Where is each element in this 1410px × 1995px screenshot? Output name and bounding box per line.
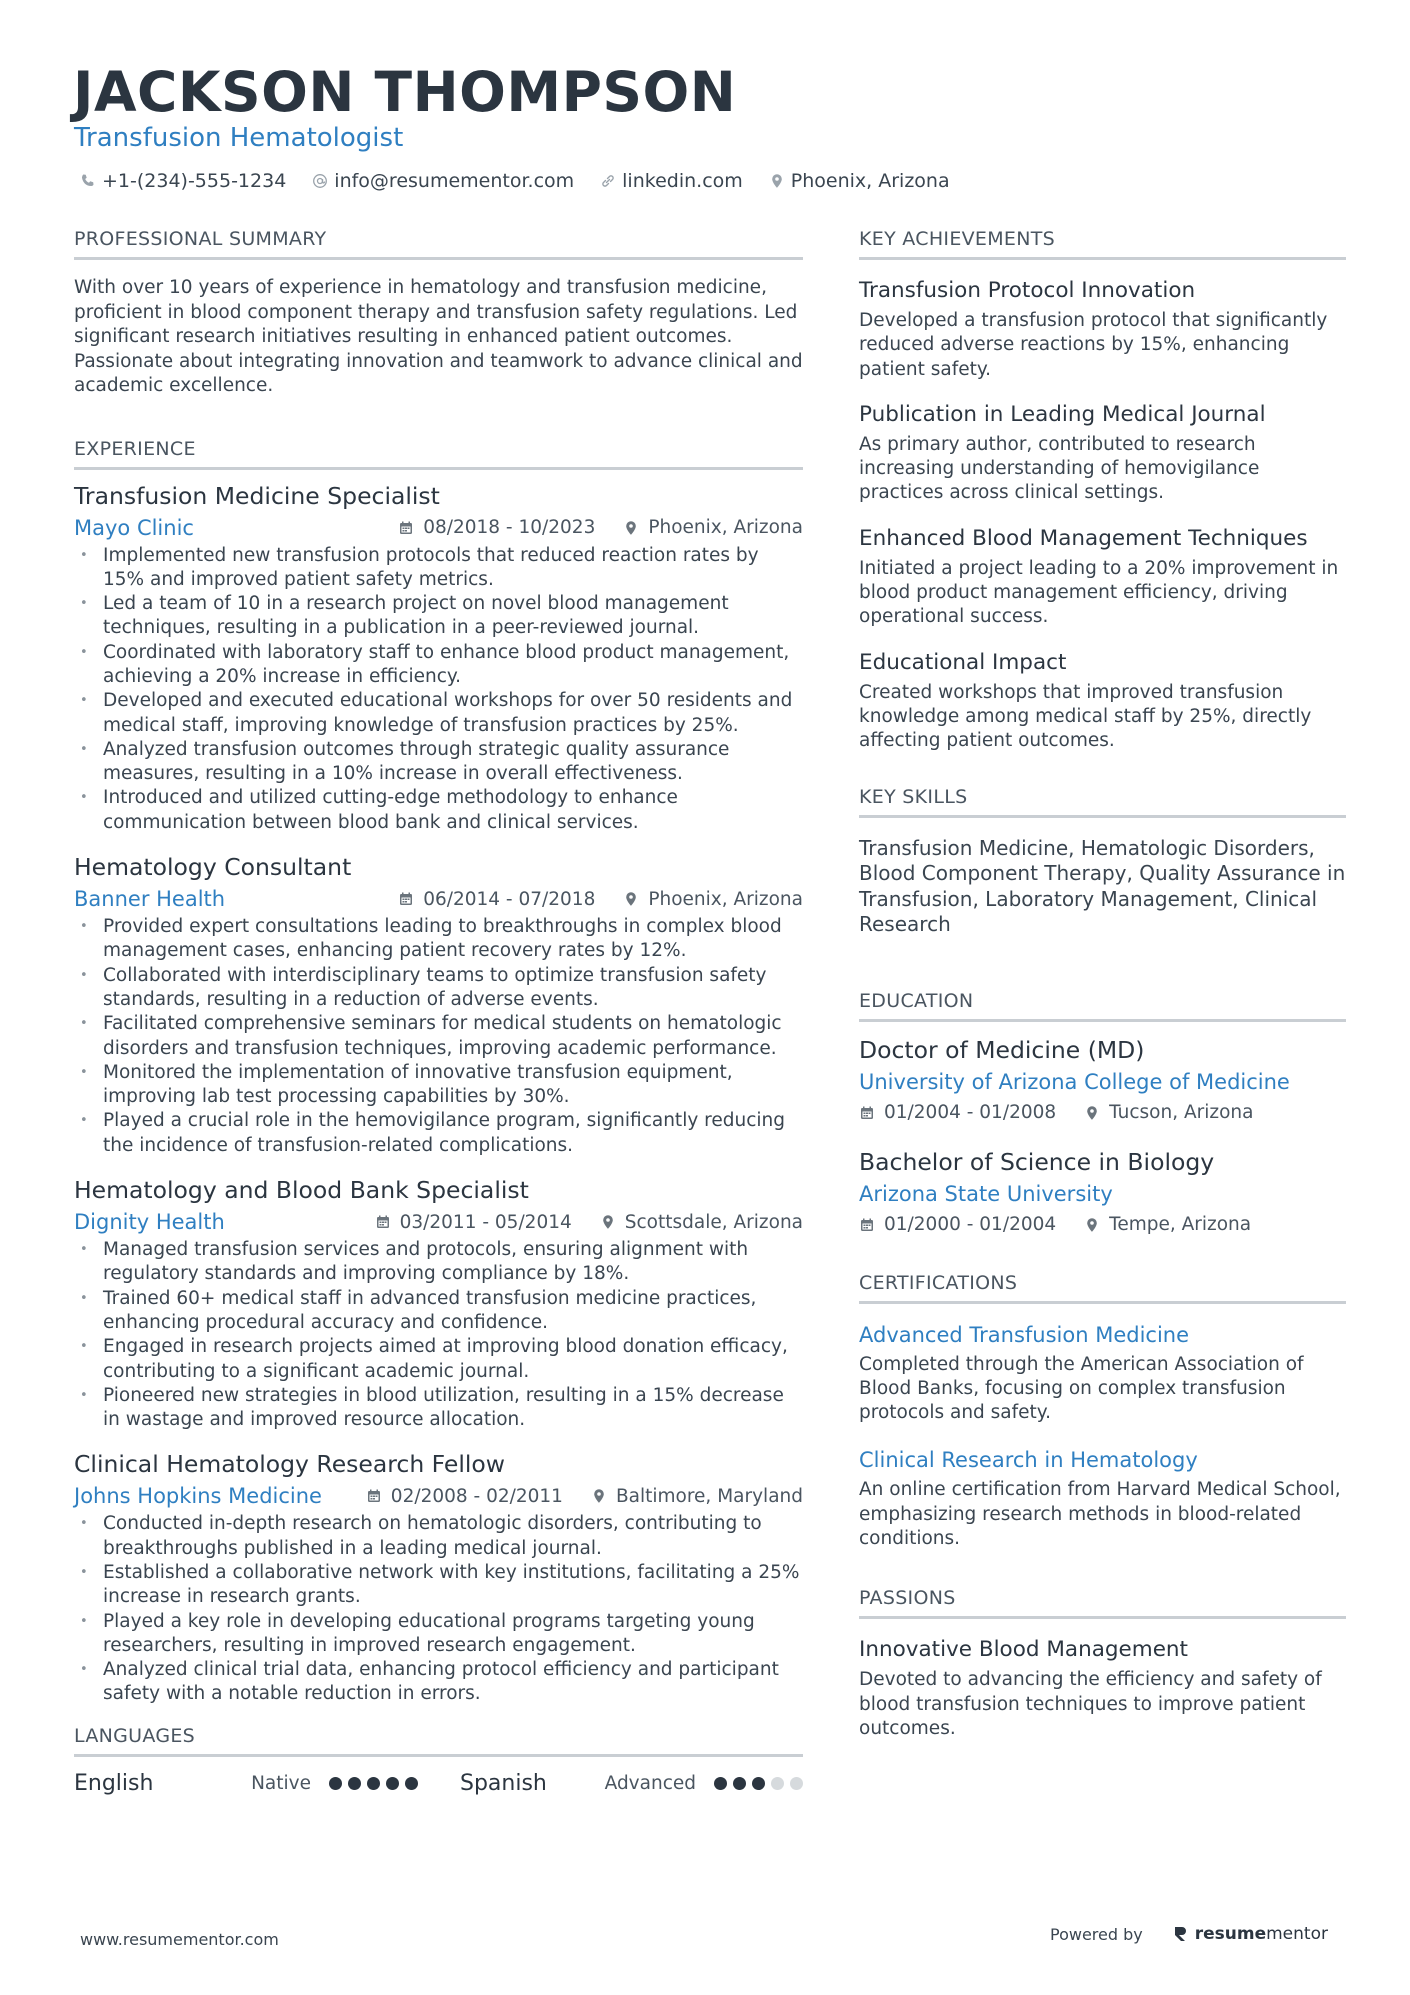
achievement-item <box>859 276 1346 382</box>
bullet-item: • Engaged in research projects aimed at improving blood donation efficacy, contributing to a significant academic journal. <box>74 1335 803 1384</box>
summary-text: With over 10 years of experience in hematology and transfusion medicine, proficient in blood component therapy and transfusion safety regulations. Led significant research initiatives resulting in enhanced patient outcomes. Passionate about integrating innovation and teamwork to advance clinical and academic excellence. <box>74 277 803 396</box>
calendar-icon <box>398 891 414 907</box>
calendar-icon <box>366 1488 382 1504</box>
job-location-text: Baltimore, Maryland <box>615 1485 803 1507</box>
map-pin-icon <box>591 1488 607 1504</box>
skills-heading: KEY SKILLS <box>859 784 1346 818</box>
languages-section <box>74 1723 803 1803</box>
job-location-text: Phoenix, Arizona <box>648 517 803 538</box>
skills-text: Transfusion Medicine, Hematologic Disorders, Blood Component Therapy, Quality Assurance in Transfusion, Laboratory Management, Clinical Research <box>859 835 1346 937</box>
bullet-item: • Played a crucial role in the hemovigilance program, significantly reducing the incidence of transfusion-related complications. <box>74 1109 803 1158</box>
passions-list <box>859 1635 1346 1741</box>
rating-dot <box>771 1777 784 1790</box>
bullet-item: • Established a collaborative network with key institutions, facilitating a 25% increase in research grants. <box>74 1561 803 1610</box>
education-dates <box>859 1214 1056 1235</box>
achievement-title: Transfusion Protocol Innovation <box>859 278 1196 303</box>
rating-dot <box>329 1777 342 1790</box>
certification-item <box>859 1445 1346 1551</box>
job-dates <box>398 889 595 910</box>
contact-email[interactable] <box>312 170 574 192</box>
calendar-icon <box>859 1217 875 1233</box>
rating-dot <box>348 1777 361 1790</box>
company-name: Dignity Health <box>74 1210 225 1235</box>
contact-phone[interactable] <box>80 170 286 192</box>
achievement-item <box>859 524 1346 630</box>
candidate-role: Transfusion Hematologist <box>74 123 404 153</box>
map-pin-icon <box>1084 1105 1100 1121</box>
bullet-item: • Developed and executed educational workshops for over 50 residents and medical staff, improving knowledge of transfusion practices by 25%. <box>74 689 803 738</box>
language-rating <box>714 1777 803 1790</box>
company-name: Mayo Clinic <box>74 515 194 540</box>
job-dates-text: 02/2008 - 02/2011 <box>390 1485 563 1507</box>
education-dates <box>859 1102 1056 1123</box>
right-column <box>859 226 1346 1759</box>
passions-heading: PASSIONS <box>859 1585 1346 1619</box>
calendar-icon <box>375 1214 391 1230</box>
bullet-item: • Collaborated with interdisciplinary teams to optimize transfusion safety standards, resulting in a reduction of adverse events. <box>74 964 803 1013</box>
education-heading: EDUCATION <box>859 988 1346 1022</box>
rating-dot <box>714 1777 727 1790</box>
education-list <box>859 1034 1346 1240</box>
achievements-section <box>859 226 1346 754</box>
job-location-text: Phoenix, Arizona <box>648 888 803 910</box>
job-entry <box>74 480 803 836</box>
job-location <box>591 1486 803 1507</box>
experience-section <box>74 436 803 1707</box>
bullet-item: • Managed transfusion services and protocols, ensuring alignment with regulatory standards and improving compliance by 18%. <box>74 1238 803 1287</box>
passion-item <box>859 1635 1346 1741</box>
achievement-desc: As primary author, contributed to research increasing understanding of hemovigilance practices across clinical settings. <box>859 433 1260 504</box>
passion-title: Innovative Blood Management <box>859 1637 1188 1663</box>
education-dates-text: 01/2004 - 01/2008 <box>884 1102 1057 1124</box>
achievement-item <box>859 400 1346 506</box>
passions-section <box>859 1585 1346 1741</box>
job-bullets <box>74 915 803 1158</box>
link-icon <box>600 173 616 189</box>
summary-section <box>74 226 803 399</box>
skills-section <box>859 784 1346 938</box>
contact-bar <box>80 170 950 192</box>
brand-mark-icon <box>1173 1925 1189 1943</box>
bullet-item: • Trained 60+ medical staff in advanced transfusion medicine practices, enhancing procedural accuracy and confidence. <box>74 1287 803 1336</box>
education-item <box>859 1146 1346 1240</box>
phone-icon <box>80 173 96 189</box>
job-bullets <box>74 1238 803 1432</box>
job-meta <box>74 512 803 544</box>
at-sign-icon <box>312 173 328 189</box>
achievements-list <box>859 276 1346 754</box>
job-dates <box>398 517 595 538</box>
education-meta <box>859 1210 1346 1240</box>
certifications-list <box>859 1320 1346 1552</box>
job-title: Transfusion Medicine Specialist <box>74 481 440 510</box>
bullet-item: • Pioneered new strategies in blood utilization, resulting in a 15% decrease in wastage and improved resource allocation. <box>74 1384 803 1433</box>
job-title: Clinical Hematology Research Fellow <box>74 1450 506 1479</box>
rating-dot <box>752 1777 765 1790</box>
job-title: Hematology and Blood Bank Specialist <box>74 1176 529 1205</box>
achievement-title: Enhanced Blood Management Techniques <box>859 525 1308 551</box>
brand-logo[interactable] <box>1173 1924 1328 1944</box>
job-details <box>398 517 803 538</box>
bullet-item: • Monitored the implementation of innovative transfusion equipment, improving lab test processing capabilities by 30%. <box>74 1061 803 1110</box>
achievement-title: Educational Impact <box>859 649 1067 675</box>
calendar-icon <box>398 520 414 536</box>
achievement-desc: Developed a transfusion protocol that significantly reduced adverse reactions by 15%, enhancing patient safety. <box>859 310 1328 380</box>
bullet-item: • Coordinated with laboratory staff to enhance blood product management, achieving a 20% increase in efficiency. <box>74 641 803 690</box>
job-dates-text: 06/2014 - 07/2018 <box>423 888 596 910</box>
footer-branding <box>1050 1924 1328 1944</box>
location-text: Phoenix, Arizona <box>790 170 950 192</box>
degree-title: Bachelor of Science in Biology <box>859 1147 1215 1176</box>
achievement-title: Publication in Leading Medical Journal <box>859 401 1266 427</box>
job-bullets <box>74 544 803 836</box>
language-level: Native <box>251 1773 311 1795</box>
education-location-text: Tucson, Arizona <box>1109 1102 1254 1124</box>
job-meta <box>74 1206 803 1238</box>
experience-heading: EXPERIENCE <box>74 436 803 470</box>
achievements-heading: KEY ACHIEVEMENTS <box>859 226 1346 260</box>
company-name: Johns Hopkins Medicine <box>74 1484 322 1509</box>
bullet-item: • Played a key role in developing educational programs targeting young researchers, resulting in improved research engagement. <box>74 1610 803 1659</box>
job-entry <box>74 851 803 1158</box>
education-section <box>859 988 1346 1240</box>
job-details <box>398 889 803 910</box>
job-location <box>623 889 803 910</box>
bullet-item: • Analyzed clinical trial data, enhancing protocol efficiency and participant safety with a notable reduction in errors. <box>74 1658 803 1707</box>
calendar-icon <box>859 1105 875 1121</box>
email-text: info@resumementor.com <box>334 170 575 192</box>
job-details <box>366 1486 803 1507</box>
rating-dot <box>367 1777 380 1790</box>
map-pin-icon <box>600 1214 616 1230</box>
bullet-item: • Analyzed transfusion outcomes through strategic quality assurance measures, resulting in a 10% increase in overall effectiveness. <box>74 738 803 787</box>
languages-heading: LANGUAGES <box>74 1723 803 1757</box>
summary-heading: PROFESSIONAL SUMMARY <box>74 226 803 260</box>
job-entry <box>74 1174 803 1432</box>
rating-dot <box>405 1777 418 1790</box>
bullet-item: • Introduced and utilized cutting-edge methodology to enhance communication between blood bank and clinical services. <box>74 786 803 835</box>
bullet-item: • Facilitated comprehensive seminars for medical students on hematologic disorders and transfusion techniques, improving academic performance. <box>74 1012 803 1061</box>
map-pin-icon <box>769 173 785 189</box>
language-name: English <box>74 1771 154 1797</box>
certifications-section <box>859 1270 1346 1552</box>
bullet-item: • Provided expert consultations leading to breakthroughs in complex blood management cases, enhancing patient recovery rates by 12%. <box>74 915 803 964</box>
achievement-desc: Created workshops that improved transfusion knowledge among medical staff by 25%, directly affecting patient outcomes. <box>859 681 1312 752</box>
certification-item <box>859 1320 1346 1426</box>
job-dates <box>375 1212 572 1233</box>
left-column <box>74 226 803 1803</box>
education-location <box>1084 1214 1251 1235</box>
certification-title[interactable]: Clinical Research in Hematology <box>859 1448 1198 1473</box>
job-dates-text: 08/2018 - 10/2023 <box>423 517 596 538</box>
certifications-heading: CERTIFICATIONS <box>859 1270 1346 1304</box>
map-pin-icon <box>1084 1217 1100 1233</box>
job-location <box>623 517 803 538</box>
bullet-item: • Implemented new transfusion protocols that reduced reaction rates by 15% and improved patient safety metrics. <box>74 544 803 593</box>
powered-by-label: Powered by <box>1050 1924 1143 1944</box>
education-location <box>1084 1102 1253 1123</box>
job-meta <box>74 1480 803 1512</box>
job-bullets <box>74 1512 803 1706</box>
map-pin-icon <box>623 891 639 907</box>
map-pin-icon <box>623 520 639 536</box>
achievement-item <box>859 648 1346 754</box>
bullet-item: • Conducted in-depth research on hematologic disorders, contributing to breakthroughs published in a leading medical journal. <box>74 1512 803 1561</box>
brand-name-light: mentor <box>1266 1924 1328 1944</box>
education-item <box>859 1034 1346 1128</box>
degree-title: Doctor of Medicine (MD) <box>859 1035 1145 1064</box>
language-rating <box>329 1777 418 1790</box>
company-name: Banner Health <box>74 887 226 912</box>
education-meta <box>859 1098 1346 1128</box>
language-name: Spanish <box>459 1771 547 1797</box>
job-dates <box>366 1486 563 1507</box>
languages-row <box>74 1765 803 1803</box>
rating-dot <box>386 1777 399 1790</box>
passion-desc: Devoted to advancing the efficiency and safety of blood transfusion techniques to improve patient outcomes. <box>859 1669 1322 1739</box>
footer-website[interactable]: www.resumementor.com <box>80 1930 279 1949</box>
job-entry <box>74 1448 803 1706</box>
school-name: University of Arizona College of Medicine <box>859 1069 1290 1094</box>
certification-desc: An online certification from Harvard Medical School, emphasizing research methods in blood-related conditions. <box>859 1479 1341 1550</box>
phone-text: +1-(234)-555-1234 <box>102 170 287 192</box>
job-dates-text: 03/2011 - 05/2014 <box>399 1211 572 1233</box>
job-location-text: Scottsdale, Arizona <box>624 1211 803 1233</box>
education-dates-text: 01/2000 - 01/2004 <box>884 1214 1057 1236</box>
school-name: Arizona State University <box>859 1181 1113 1206</box>
job-meta <box>74 883 803 915</box>
certification-title[interactable]: Advanced Transfusion Medicine <box>859 1322 1190 1347</box>
contact-location <box>769 170 950 192</box>
experience-list <box>74 480 803 1707</box>
rating-dot <box>790 1777 803 1790</box>
achievement-desc: Initiated a project leading to a 20% improvement in blood product management efficiency, driving operational success. <box>859 557 1339 628</box>
bullet-item: • Led a team of 10 in a research project on novel blood management techniques, resulting in a publication in a peer-reviewed journal. <box>74 592 803 641</box>
education-location-text: Tempe, Arizona <box>1109 1214 1252 1236</box>
language-level: Advanced <box>604 1773 696 1795</box>
rating-dot <box>733 1777 746 1790</box>
brand-name-bold: resume <box>1194 1924 1267 1944</box>
job-details <box>375 1212 803 1233</box>
job-location <box>600 1212 803 1233</box>
job-title: Hematology Consultant <box>74 853 352 882</box>
contact-linkedin[interactable] <box>600 170 743 192</box>
linkedin-text: linkedin.com <box>622 170 743 192</box>
candidate-name: JACKSON THOMPSON <box>73 60 737 124</box>
certification-desc: Completed through the American Association of Blood Banks, focusing on complex transfusion protocols and safety. <box>859 1353 1304 1424</box>
